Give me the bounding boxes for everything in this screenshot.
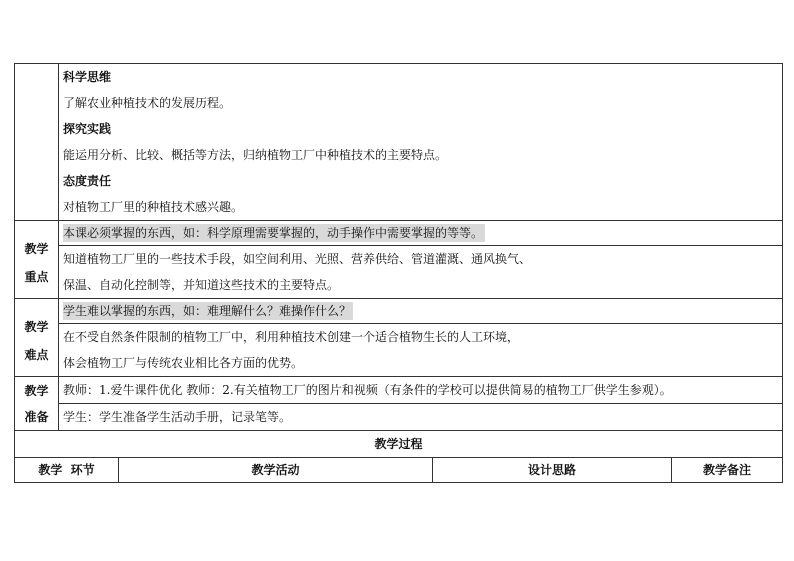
key-points-label-top: 教学 — [24, 241, 49, 256]
key-points-line-2: 保温、自动化控制等，并知道这些技术的主要特点。 — [63, 278, 340, 292]
objectives-row — [15, 64, 783, 221]
key-points-hint: 本课必须掌握的东西，如：科学原理需要掌握的，动手操作中需要掌握的等等。 — [63, 226, 484, 240]
preparation-student: 学生：学生准备学生活动手册，记录笔等。 — [59, 403, 782, 430]
difficulties-hint-line — [59, 299, 782, 323]
objective-heading: 探究实践 — [63, 122, 112, 136]
difficulties-row — [15, 299, 783, 377]
process-columns-row — [15, 458, 783, 483]
column-design: 设计思路 — [433, 458, 672, 483]
difficulties-label — [15, 299, 59, 377]
objective-heading: 态度责任 — [63, 174, 112, 188]
column-activity: 教学活动 — [119, 458, 433, 483]
key-points-line-1: 知道植物工厂里的一些技术手段，如空间利用、光照、营养供给、管道灌溉、通风换气、 — [59, 245, 782, 272]
objectives-list — [59, 64, 782, 220]
process-title: 教学过程 — [15, 431, 783, 458]
difficulties-line-1: 在不受自然条件限制的植物工厂中，利用种植技术创建一个适合植物生长的人工环境， — [59, 323, 782, 350]
preparation-label — [15, 377, 59, 431]
preparation-label-bottom: 准备 — [24, 410, 49, 424]
preparation-teacher: 教师：1.爱牛课件优化 教师：2.有关植物工厂的图片和视频（有条件的学校可以提供简易的植物工厂供学生参观）。 — [63, 383, 672, 397]
key-points-cell — [59, 221, 783, 299]
objectives-label-cell — [15, 64, 59, 221]
objective-text: 能运用分析、比较、概括等方法，归纳植物工厂中种植技术的主要特点。 — [63, 148, 448, 162]
key-points-hint-line — [59, 221, 782, 245]
difficulties-cell — [59, 299, 783, 377]
difficulties-label-bottom: 难点 — [24, 347, 49, 362]
difficulties-label-top: 教学 — [24, 319, 49, 334]
lesson-plan-document — [14, 63, 782, 483]
objective-text: 了解农业种植技术的发展历程。 — [63, 96, 232, 110]
key-points-label — [15, 221, 59, 299]
preparation-row — [15, 377, 783, 431]
column-notes: 教学备注 — [672, 458, 783, 483]
column-stage: 教学 环节 — [15, 458, 119, 483]
preparation-label-top: 教学 — [24, 384, 49, 398]
key-points-row — [15, 221, 783, 299]
process-title-row — [15, 431, 783, 458]
lesson-plan-table — [14, 63, 783, 483]
objectives-cell — [59, 64, 783, 221]
preparation-cell — [59, 377, 783, 431]
key-points-label-bottom: 重点 — [24, 269, 49, 284]
difficulties-hint: 学生难以掌握的东西，如：难理解什么？难操作什么？ — [63, 304, 352, 318]
difficulties-line-2: 体会植物工厂与传统农业相比各方面的优势。 — [63, 356, 304, 370]
objective-text: 对植物工厂里的种植技术感兴趣。 — [63, 200, 244, 214]
objective-heading: 科学思维 — [63, 70, 112, 84]
